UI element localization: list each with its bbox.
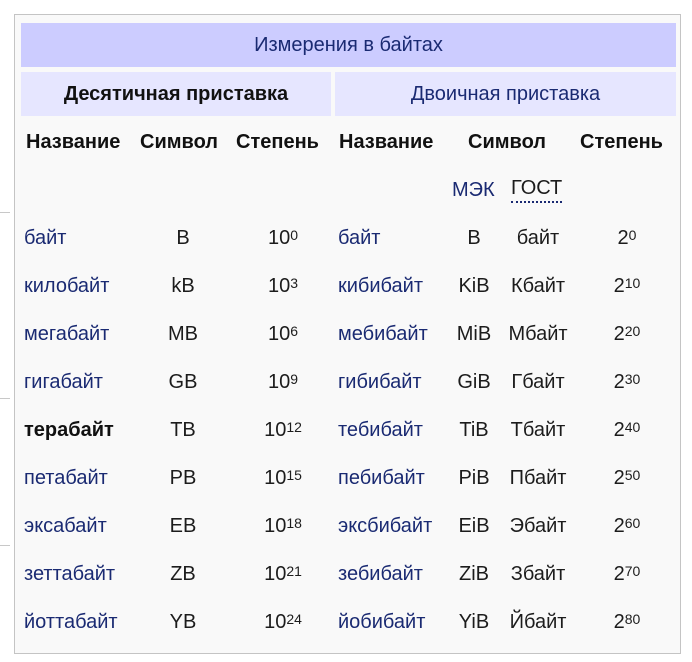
decimal-unit-symbol: kB — [171, 274, 195, 297]
gost-symbol: Пбайт — [509, 466, 567, 489]
power-base: 2 — [613, 610, 625, 633]
decimal-unit-power — [248, 510, 318, 542]
binary-unit-name[interactable]: зебибайт — [338, 562, 423, 585]
power-base: 10 — [264, 610, 287, 633]
binary-unit-name[interactable]: байт — [338, 226, 381, 249]
binary-unit-name[interactable]: эксбибайт — [338, 514, 433, 537]
power-base: 2 — [613, 322, 625, 345]
power-base: 2 — [613, 466, 625, 489]
power-exponent: 3 — [290, 275, 299, 291]
decimal-unit-power — [248, 318, 318, 350]
decimal-prefix-header: Десятичная приставка — [21, 72, 331, 116]
power-exponent: 30 — [624, 371, 641, 387]
power-base: 2 — [617, 226, 629, 249]
decimal-unit-name[interactable]: эксабайт — [24, 514, 107, 537]
decimal-unit-power — [248, 414, 318, 446]
decimal-unit-name[interactable]: мегабайт — [24, 322, 110, 345]
iec-symbol-header[interactable]: МЭК — [452, 178, 495, 201]
power-base: 10 — [267, 370, 291, 393]
iec-symbol: GiB — [457, 370, 491, 393]
binary-unit-name[interactable]: тебибайт — [338, 418, 423, 441]
decimal-unit-symbol: PB — [169, 466, 197, 489]
binary-unit-power — [592, 222, 662, 254]
power-exponent: 40 — [624, 419, 641, 435]
decimal-unit-name: терабайт — [24, 418, 114, 441]
power-exponent: 6 — [290, 323, 299, 339]
binary-unit-name[interactable]: гибибайт — [338, 370, 422, 393]
iec-symbol: ZiB — [459, 562, 489, 585]
power-base: 10 — [267, 322, 291, 345]
binary-unit-name[interactable]: кибибайт — [338, 274, 423, 297]
binary-unit-power — [592, 366, 662, 398]
decimal-unit-name[interactable]: гигабайт — [24, 370, 103, 393]
power-base: 10 — [264, 418, 287, 441]
binary-unit-power — [592, 510, 662, 542]
decimal-unit-power — [248, 270, 318, 302]
iec-symbol: TiB — [459, 418, 489, 441]
gost-symbol: Эбайт — [509, 514, 567, 537]
decimal-unit-power — [248, 462, 318, 494]
iec-symbol: YiB — [458, 610, 490, 633]
power-exponent: 9 — [290, 371, 299, 387]
binary-prefix-header[interactable]: Двоичная приставка — [335, 72, 676, 116]
power-exponent: 80 — [624, 611, 641, 627]
power-base: 2 — [613, 274, 625, 297]
power-base: 2 — [613, 514, 625, 537]
binary-unit-power — [592, 318, 662, 350]
decimal-unit-name[interactable]: йоттабайт — [24, 610, 118, 633]
power-exponent: 15 — [286, 467, 302, 483]
page-edge-mark — [0, 398, 10, 399]
gost-symbol: Збайт — [510, 562, 566, 585]
decimal-unit-name[interactable]: зеттабайт — [24, 562, 116, 585]
power-base: 2 — [613, 370, 625, 393]
gost-symbol: Гбайт — [511, 370, 565, 393]
gost-symbol: Тбайт — [510, 418, 566, 441]
decimal-unit-symbol: B — [176, 226, 190, 249]
decimal-unit-power — [248, 366, 318, 398]
power-base: 10 — [264, 562, 287, 585]
decimal-unit-power — [248, 222, 318, 254]
decimal-unit-symbol: ZB — [170, 562, 196, 585]
page-edge-mark — [0, 545, 10, 546]
column-header-name: Название — [339, 130, 434, 153]
gost-symbol: Йбайт — [509, 610, 567, 633]
column-header-symbol: Символ — [140, 130, 218, 153]
power-exponent: 0 — [290, 227, 299, 243]
binary-unit-name[interactable]: пебибайт — [338, 466, 425, 489]
decimal-unit-power — [248, 558, 318, 590]
power-base: 10 — [267, 226, 291, 249]
power-exponent: 60 — [624, 515, 641, 531]
gost-symbol: байт — [516, 226, 560, 249]
gost-symbol-header[interactable] — [511, 174, 562, 206]
gost-symbol: Кбайт — [510, 274, 566, 297]
power-exponent: 18 — [286, 515, 302, 531]
decimal-unit-symbol: MB — [168, 322, 198, 345]
power-exponent: 20 — [624, 323, 641, 339]
binary-unit-power — [592, 462, 662, 494]
iec-symbol: KiB — [458, 274, 490, 297]
iec-symbol: MiB — [456, 322, 492, 345]
binary-unit-power — [592, 270, 662, 302]
decimal-unit-symbol: TB — [170, 418, 196, 441]
table-title: Измерения в байтах — [21, 23, 676, 67]
decimal-unit-name[interactable]: байт — [24, 226, 67, 249]
gost-abbr[interactable]: ГОСТ — [511, 177, 562, 203]
power-exponent: 70 — [624, 563, 641, 579]
power-base: 10 — [264, 466, 287, 489]
power-exponent: 24 — [286, 611, 302, 627]
iec-symbol: EiB — [458, 514, 490, 537]
column-header-power: Степень — [236, 130, 319, 153]
decimal-unit-name[interactable]: килобайт — [24, 274, 110, 297]
binary-unit-power — [592, 414, 662, 446]
column-header-name: Название — [26, 130, 121, 153]
power-base: 2 — [613, 418, 625, 441]
power-exponent: 10 — [624, 275, 641, 291]
decimal-unit-symbol: EB — [169, 514, 197, 537]
column-header-symbol: Символ — [468, 130, 546, 153]
power-exponent: 0 — [628, 227, 637, 243]
power-exponent: 21 — [286, 563, 302, 579]
binary-unit-name[interactable]: мебибайт — [338, 322, 428, 345]
binary-unit-name[interactable]: йобибайт — [338, 610, 426, 633]
gost-symbol: Мбайт — [508, 322, 568, 345]
decimal-unit-symbol: YB — [169, 610, 197, 633]
decimal-unit-power — [248, 606, 318, 638]
decimal-unit-name[interactable]: петабайт — [24, 466, 108, 489]
power-base: 2 — [613, 562, 625, 585]
power-base: 10 — [264, 514, 287, 537]
page-edge-mark — [0, 212, 10, 213]
iec-symbol: B — [467, 226, 481, 249]
power-exponent: 50 — [624, 467, 641, 483]
binary-unit-power — [592, 606, 662, 638]
binary-unit-power — [592, 558, 662, 590]
iec-symbol: PiB — [458, 466, 490, 489]
column-header-power: Степень — [580, 130, 663, 153]
power-exponent: 12 — [286, 419, 302, 435]
decimal-unit-symbol: GB — [168, 370, 198, 393]
power-base: 10 — [267, 274, 291, 297]
